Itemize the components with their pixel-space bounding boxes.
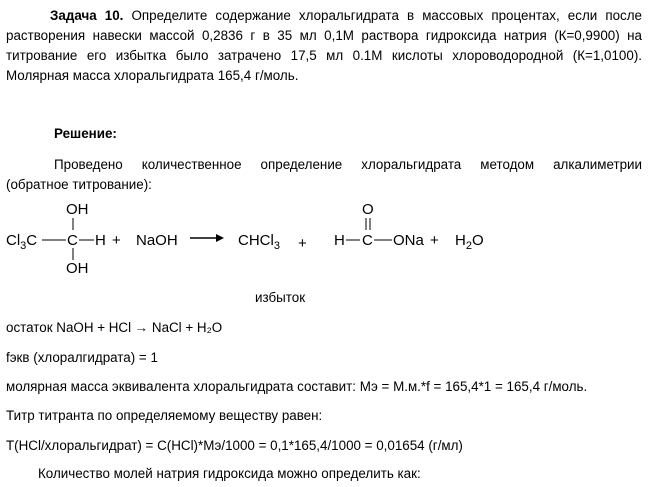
reaction-scheme (0, 196, 654, 282)
h-left-label: H (334, 232, 345, 249)
oh-bottom-label: OH (66, 260, 89, 277)
task-text-1: Определите содержание хлоральгидрата в массовых процентах, если после (131, 8, 642, 23)
plus-1: + (112, 232, 121, 249)
chcl3-label: CHCl$_3$ (238, 232, 280, 252)
plus-3: + (430, 232, 439, 249)
task-line-4: Молярная масса хлоральгидрата 165,4 г/моль. (6, 68, 299, 83)
reaction-arrowhead (216, 234, 224, 242)
h2o-label: $H_2O$ (455, 232, 484, 252)
moles-intro-line: Количество молей натрия гидроксида можно определить как: (38, 466, 421, 481)
excess-label: избыток (255, 290, 306, 305)
c-formate-label: C (362, 232, 373, 249)
h-right-label: H (95, 232, 106, 249)
task-label: Задача 10. (50, 8, 124, 23)
o-top-label: O (362, 201, 374, 218)
molar-eq-line: молярная масса эквивалента хлоральгидрата составит: Мэ = М.м.*f = 165,4*1 = 165,4 г/моль. (6, 379, 588, 394)
ona-label: ONa (393, 232, 424, 249)
naoh-label: NaOH (136, 232, 178, 249)
titer-intro-line: Титр титранта по определяемому веществу равен: (6, 408, 323, 423)
task-line-3: титрование его избытка было затрачено 17,5 мл 0.1М кислоты хлороводородной (К=1,0100). (6, 48, 642, 63)
cl3c-cl: $Cl_3C$ (6, 232, 38, 252)
plus-2: + (298, 235, 307, 252)
task-line-2: растворения навески массой 0,2836 г в 35 мл 0,1М раствора гидроксида натрия (К=0,9900) на (6, 28, 642, 43)
solution-heading: Решение: (54, 126, 117, 141)
intro-line-1: Проведено количественное определение хлоральгидрата методом алкалиметрии (54, 157, 642, 172)
oh-top-label: OH (66, 201, 89, 218)
task-line-1 (6, 6, 642, 26)
titer-formula-line: Т(HCl/хлоральгидрат) = С(HCl)*Мэ/1000 = 0,1*165,4/1000 = 0,01654 (г/мл) (6, 438, 463, 453)
intro-line-2: (обратное титрование): (6, 177, 152, 192)
residue-line: остаток NaOH + HCl → NaCl + H₂O (6, 320, 223, 335)
fekv-line: fэкв (хлоралгидрата) = 1 (6, 350, 158, 365)
c-center-label: C (67, 232, 78, 249)
